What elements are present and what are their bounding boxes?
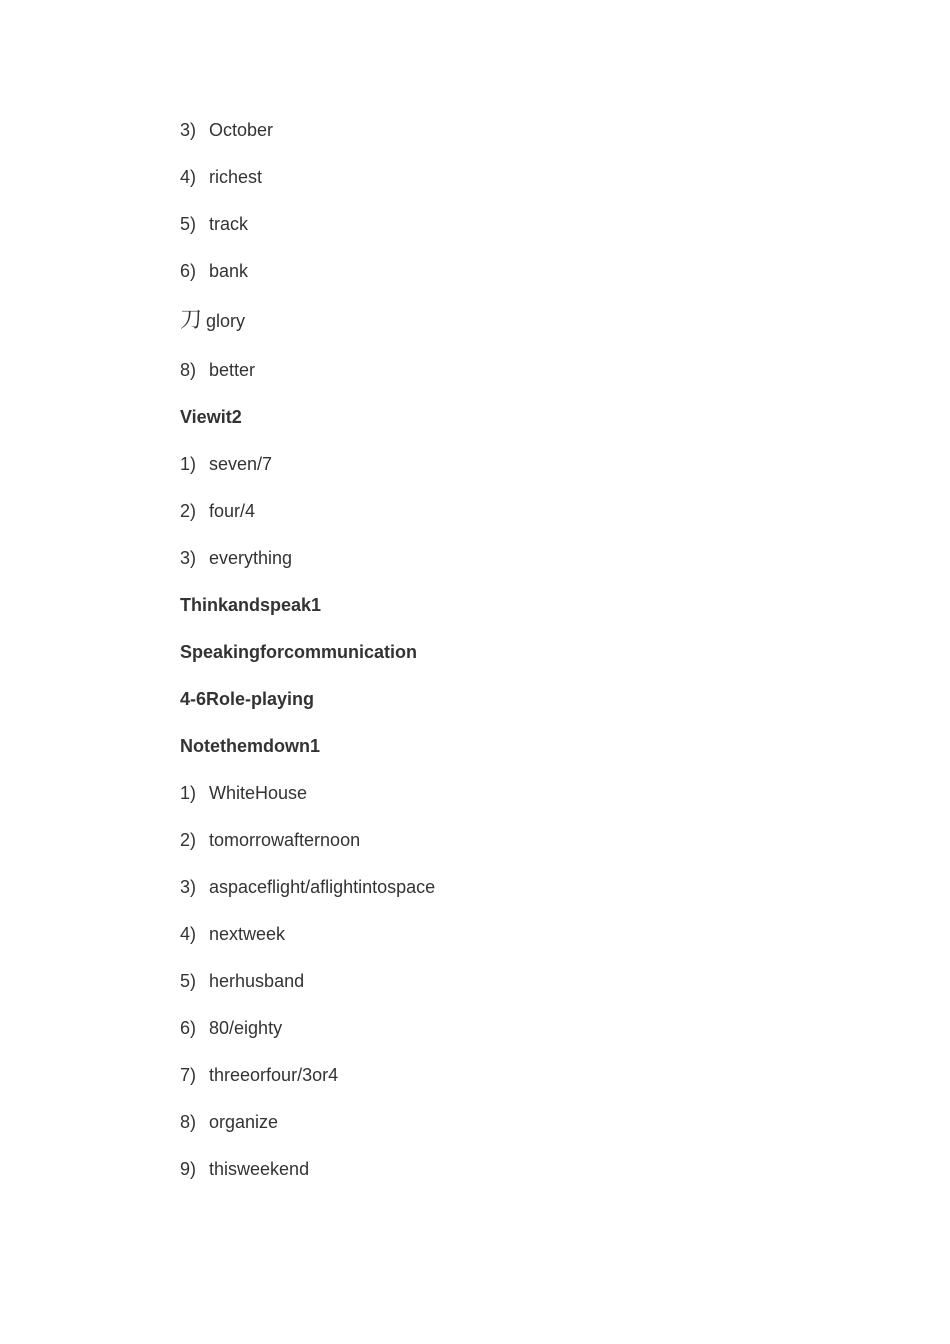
- item-number: 8): [180, 1112, 197, 1132]
- item-number: 4): [180, 924, 197, 944]
- item-text: bank: [209, 261, 249, 281]
- item-number: 3): [180, 877, 197, 897]
- list-item: [180, 118, 273, 142]
- item-text: 80/eighty: [209, 1018, 283, 1038]
- item-text: seven/7: [209, 454, 273, 474]
- list-item: [180, 781, 307, 805]
- item-number-glyph: 刀: [180, 308, 203, 333]
- list-item: [180, 922, 285, 946]
- item-text: four/4: [209, 501, 256, 521]
- item-text: tomorrowafternoon: [209, 830, 361, 850]
- item-number: 1): [180, 783, 197, 803]
- item-text: WhiteHouse: [209, 783, 308, 803]
- item-number: 9): [180, 1159, 197, 1179]
- list-item: [180, 875, 435, 899]
- list-item: [180, 1110, 278, 1134]
- item-number: 8): [180, 360, 197, 380]
- item-number: 6): [180, 1018, 197, 1038]
- item-text: glory: [206, 311, 246, 331]
- list-item: [180, 358, 255, 382]
- item-text: track: [209, 214, 249, 234]
- list-item: [180, 309, 245, 333]
- section-heading: Viewit2: [180, 407, 242, 427]
- item-number: 3): [180, 548, 197, 568]
- item-number: 4): [180, 167, 197, 187]
- item-text: aspaceflight/aflightintospace: [209, 877, 436, 897]
- item-number: 6): [180, 261, 197, 281]
- item-number: 7): [180, 1065, 197, 1085]
- section-heading: 4-6Role-playing: [180, 689, 315, 709]
- item-text: threeorfour/3or4: [209, 1065, 339, 1085]
- item-text: October: [209, 120, 274, 140]
- item-number: 1): [180, 454, 197, 474]
- list-item: [180, 546, 292, 570]
- item-text: thisweekend: [209, 1159, 310, 1179]
- list-item: [180, 1157, 309, 1181]
- list-item: [180, 969, 304, 993]
- item-text: nextweek: [209, 924, 286, 944]
- section-heading: Thinkandspeak1: [180, 595, 322, 615]
- list-item: [180, 499, 255, 523]
- item-text: organize: [209, 1112, 279, 1132]
- list-item: [180, 212, 248, 236]
- item-number: 2): [180, 501, 197, 521]
- list-item: [180, 1016, 282, 1040]
- list-item: [180, 452, 272, 476]
- item-text: richest: [209, 167, 263, 187]
- item-text: herhusband: [209, 971, 305, 991]
- item-number: 3): [180, 120, 197, 140]
- list-item: [180, 1063, 338, 1087]
- section-heading: Speakingforcommunication: [180, 642, 418, 662]
- section-heading: Notethemdown1: [180, 736, 321, 756]
- list-item: [180, 828, 360, 852]
- item-text: better: [209, 360, 256, 380]
- item-number: 5): [180, 971, 197, 991]
- item-text: everything: [209, 548, 293, 568]
- item-number: 2): [180, 830, 197, 850]
- list-item: [180, 259, 248, 283]
- list-item: [180, 165, 262, 189]
- item-number: 5): [180, 214, 197, 234]
